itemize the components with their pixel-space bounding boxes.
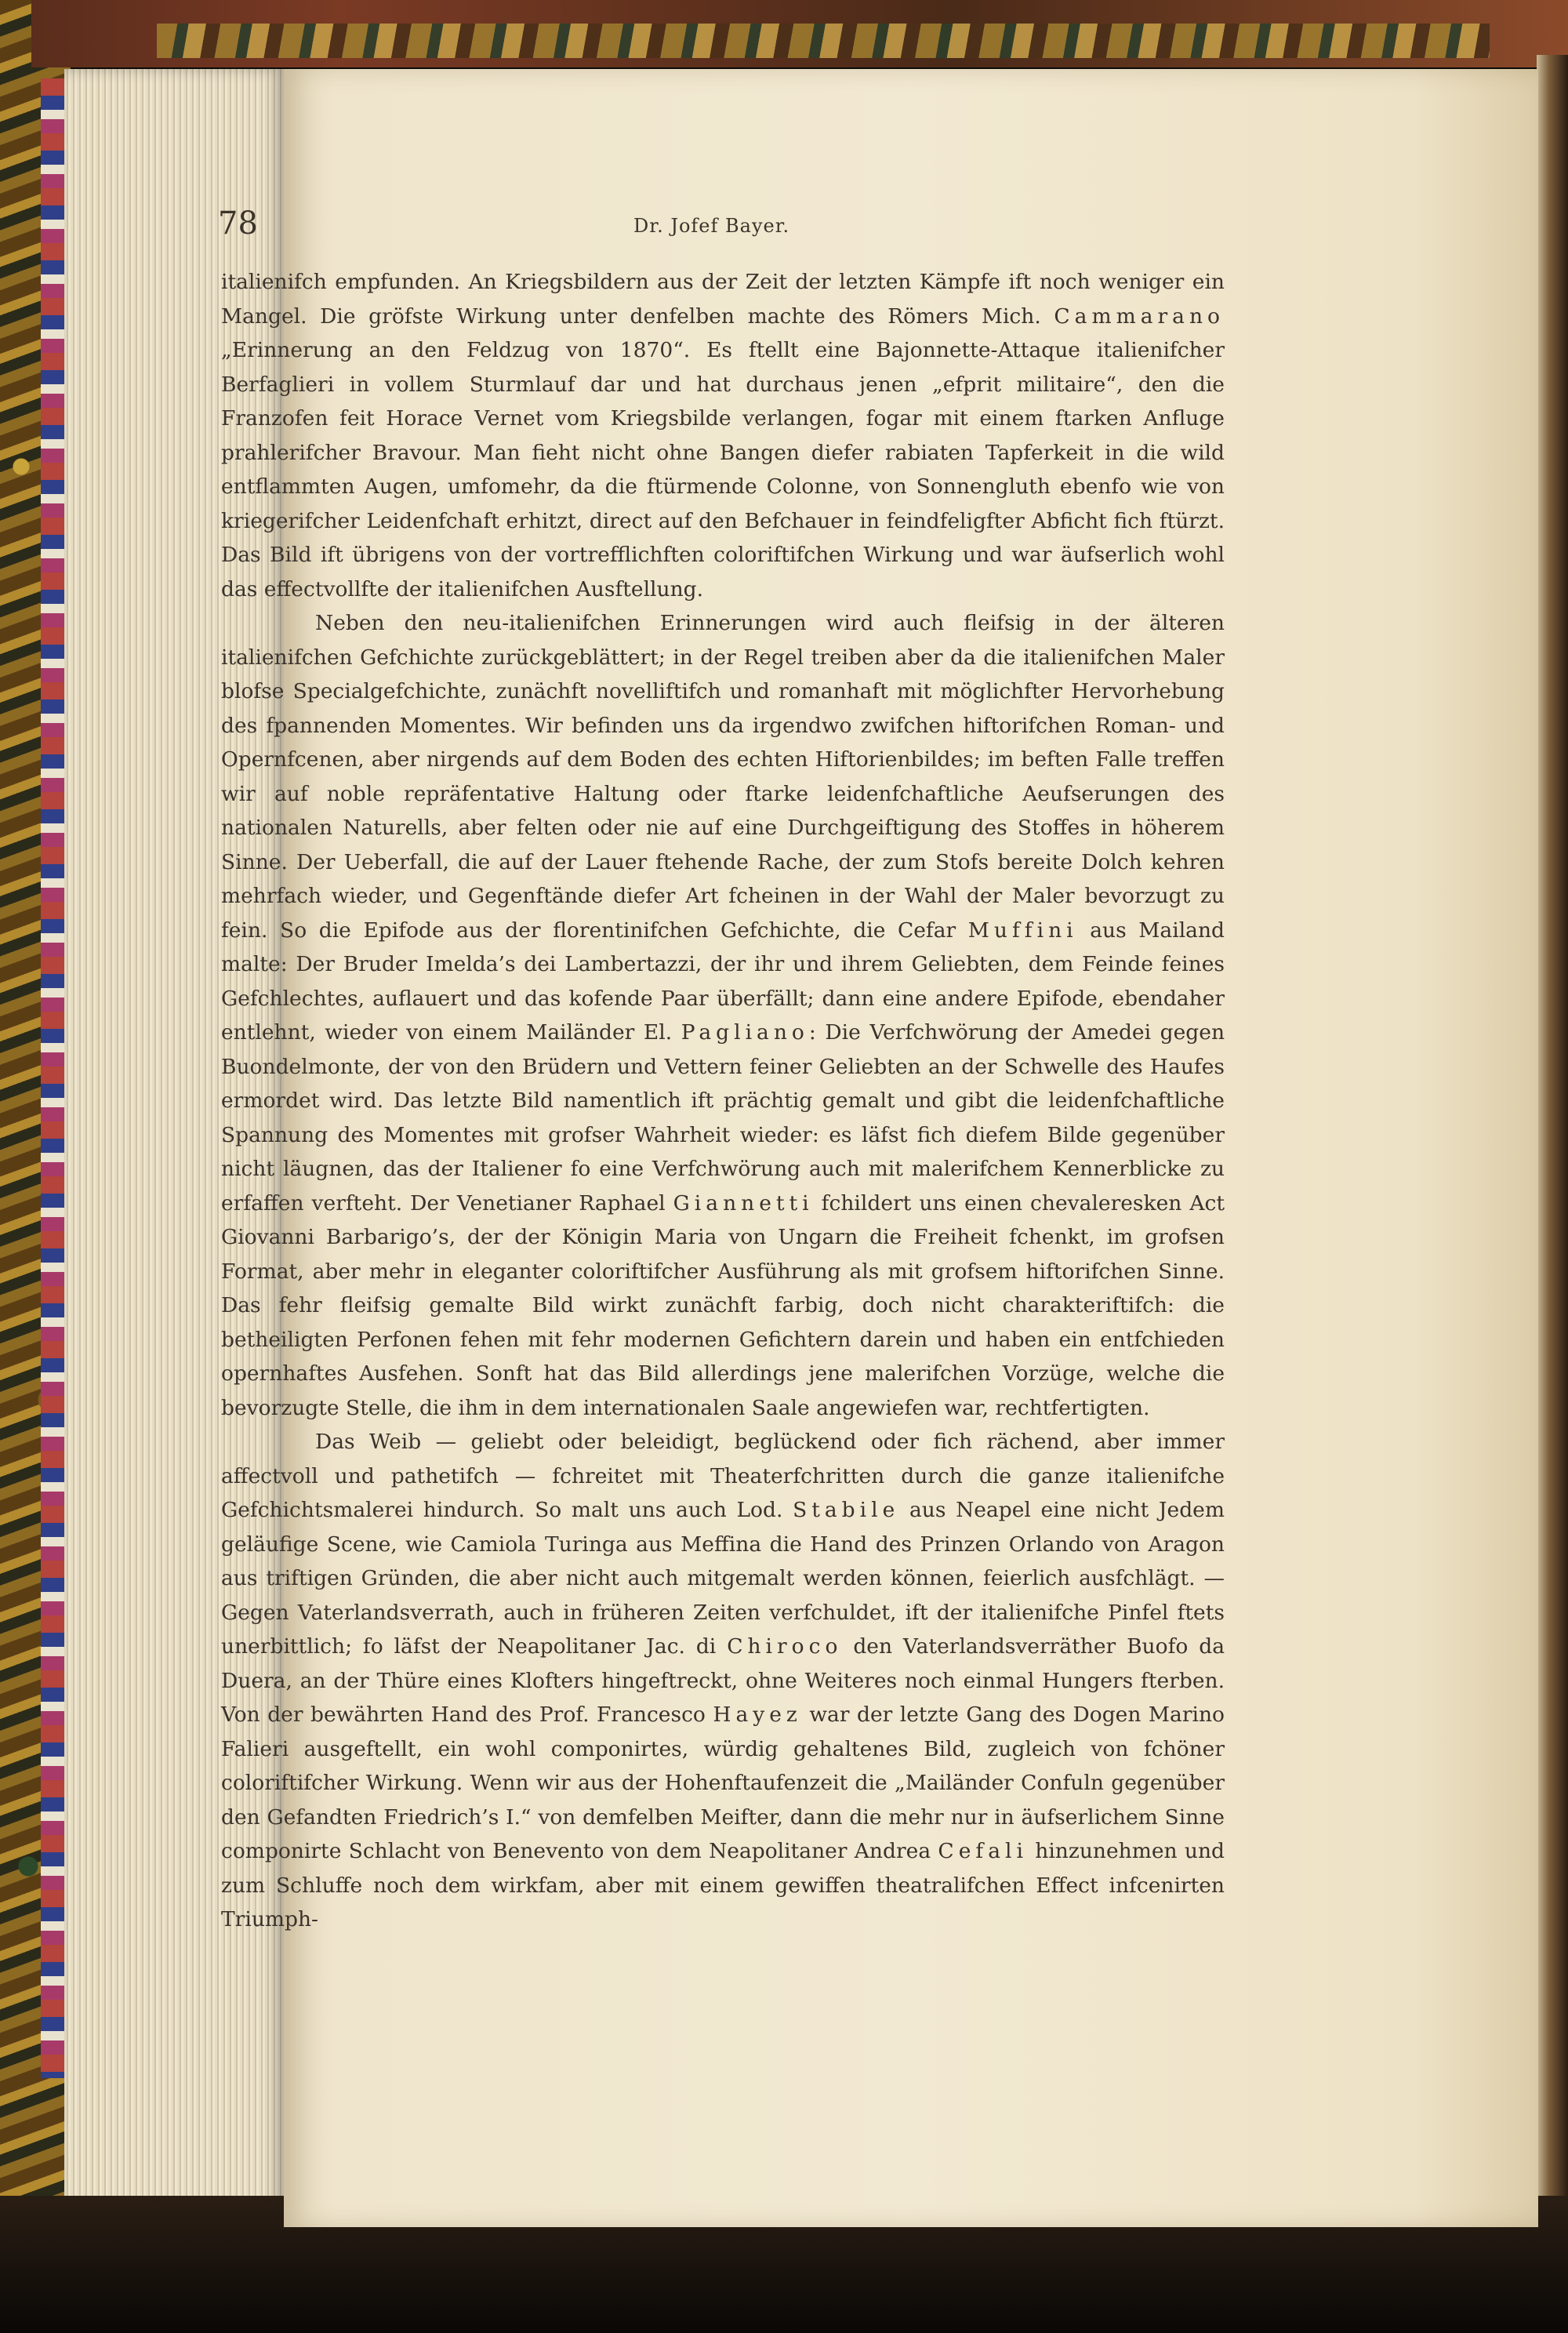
text-run: fchildert uns einen chevaleresken Act Giovanni Barbarigo’s, der der Königin Maria von Ungarn die Freiheit fchenkt, im grofsen Format, aber mehr in eleganter coloriftifcher Ausführung als mit grofsem hiftorifchen Sinne. Das fehr fleifsig gemalte Bild wirkt zunächft farbig, doch nicht charakteriftifch: die betheiligten Perfonen fehen mit fehr modernen Gefichtern darein und haben ein entfchieden opernhaftes Ausfehen. Sonft hat das Bild allerdings jene malerifchen Vorzüge, welche die bevorzugte Stelle, die ihm in dem internationalen Saale angewiefen war, rechtfertigten. (221, 1190, 1225, 1420)
text-run: aus Neapel eine nicht Jedem geläufige Scene, wie Camiola Turinga aus Meffina die Hand des Prinzen Orlando von Aragon aus triftigen Gründen, die aber nicht auch mitgemalt werden können, feierlich ausfchlägt. — Gegen Vaterlandsverrath, auch in früheren Zeiten verfchuldet, ift der italienifche Pinfel ftets unerbittlich; fo läfst der Neapolitaner Jac. di (221, 1498, 1225, 1659)
text-run: hinzunehmen und zum Schluffe noch dem wirkfam, aber mit einem gewiffen theatralifchen Effect infcenirten Triumph- (221, 1839, 1225, 1931)
text-run: aus Mailand malte: Der Bruder Imelda’s dei Lambertazzi, der ihr und ihrem Geliebten, dem Feinde feines Gefchlechtes, auflauert und das kofende Paar überfällt; dann eine andere Epifode, ebendaher entlehnt, wieder von einem Mailänder El. (221, 918, 1225, 1045)
text-run: war der letzte Gang des Dogen Marino Falieri ausgeftellt, ein wohl componirtes, würdig gehaltenes Bild, zugleich von fchöner coloriftifcher Wirkung. Wenn wir aus der Hohenftaufenzeit die „Mailänder Confuln gegenüber den Gefandten Friedrich’s I.“ von demfelben Meifter, dann die mehr nur in äufserlichem Sinne componirte Schlacht von Benevento von dem Neapolitaner Andrea (221, 1703, 1225, 1863)
text-run: italienifch empfunden. An Kriegsbildern aus der Zeit der letzten Kämpfe ift noch weniger ein Mangel. Die gröfste Wirkung unter denfelben machte des Römers Mich. (221, 270, 1225, 329)
paragraph (221, 606, 1225, 1425)
spaced-name: Giannetti (673, 1190, 814, 1216)
facing-page-edge (1537, 55, 1568, 2251)
text-run: : Die Verfchwörung der Amedei gegen Buondelmonte, der von den Brüdern und Vettern feiner Geliebten an der Schwelle des Haufes ermordet wird. Das letzte Bild namentlich ift prächtig gemalt und gibt die leidenfchaftliche Spannung des Momentes mit grofser Wahrheit wieder: es läfst fich diefem Bilde gegenüber nicht läugnen, das der Italiener fo eine Verfchwörung auch mit malerifchem Kennerblicke zu erfaffen verfteht. Der Venetianer Raphael (221, 1020, 1225, 1216)
running-head: Dr. Jofef Bayer. (633, 215, 790, 237)
text-run: den Vaterlandsverräther Buofo da Duera, an der Thüre eines Klofters hingeftreckt, ohne Weiteres noch einmal Hungers fterben. Von der bewährten Hand des Prof. Francesco (221, 1634, 1225, 1727)
body-text (221, 265, 1225, 1937)
book-binding-top (31, 0, 1568, 67)
spaced-name: Muffini (967, 918, 1078, 943)
spaced-name: Chiroco (727, 1634, 843, 1659)
paragraph (221, 1425, 1225, 1937)
spaced-name: Hayez (713, 1703, 802, 1727)
text-run: Das Weib — geliebt oder beleidigt, beglückend oder fich rächend, aber immer affectvoll und pathetifch — fchreitet mit Theaterfchritten durch die ganze italienifche Gefchichtsmalerei hindurch. So malt uns auch Lod. (221, 1430, 1225, 1522)
page-edge-marbling (41, 78, 64, 2078)
text-run: „Erinnerung an den Feldzug von 1870“. Es ftellt eine Bajonnette-Attaque italienifcher Berfaglieri in vollem Sturmlauf dar und hat durchaus jenen „efprit militaire“, den die Franzofen feit Horace Vernet vom Kriegsbilde verlangen, fogar mit einem ftarken Anfluge prahlerifcher Bravour. Man fieht nicht ohne Bangen diefer rabiaten Tapferkeit in die wild entflammten Augen, umfomehr, da die ftürmende Colonne, von Sonnengluth ebenfo wie von kriegerifcher Leidenfchaft erhitzt, direct auf den Befchauer in feindfeligfter Abficht fich ftürzt. Das Bild ift übrigens von der vortrefflichften coloriftifchen Wirkung und war äufserlich wohl das effectvollfte der italienifchen Ausftellung. (221, 338, 1225, 601)
spaced-name: Cammarano (1054, 303, 1225, 329)
page-header (218, 205, 1159, 253)
spaced-name: Pagliano (681, 1020, 809, 1045)
page-number: 78 (218, 205, 258, 242)
paragraph (221, 265, 1225, 606)
spaced-name: Stabile (793, 1498, 900, 1522)
spaced-name: Cefali (938, 1839, 1028, 1863)
text-run: Neben den neu-italienifchen Erinnerungen wird auch fleifsig in der älteren italienifchen Gefchichte zurückgeblättert; in der Regel treiben aber da die italienifchen Maler blofse Specialgefchichte, zunächft novelliftifch und romanhaft mit möglichfter Hervorhebung des fpannenden Momentes. Wir befinden uns da irgendwo zwifchen hiftorifchen Roman- und Opernfcenen, aber nirgends auf dem Boden des echten Hiftorienbildes; im beften Falle treffen wir auf noble repräfentative Haltung oder ftarke leidenfchaftliche Aeufserungen des nationalen Naturells, aber felten oder nie auf eine Durchgeiftigung des Stoffes in höherem Sinne. Der Ueberfall, die auf der Lauer ftehende Rache, der zum Stofs bereite Dolch kehren mehrfach wieder, und Gegenftände diefer Art fcheinen in der Wahl der Maler bevorzugt zu fein. So die Epifode aus der florentinifchen Gefchichte, die Cefar (221, 611, 1225, 943)
